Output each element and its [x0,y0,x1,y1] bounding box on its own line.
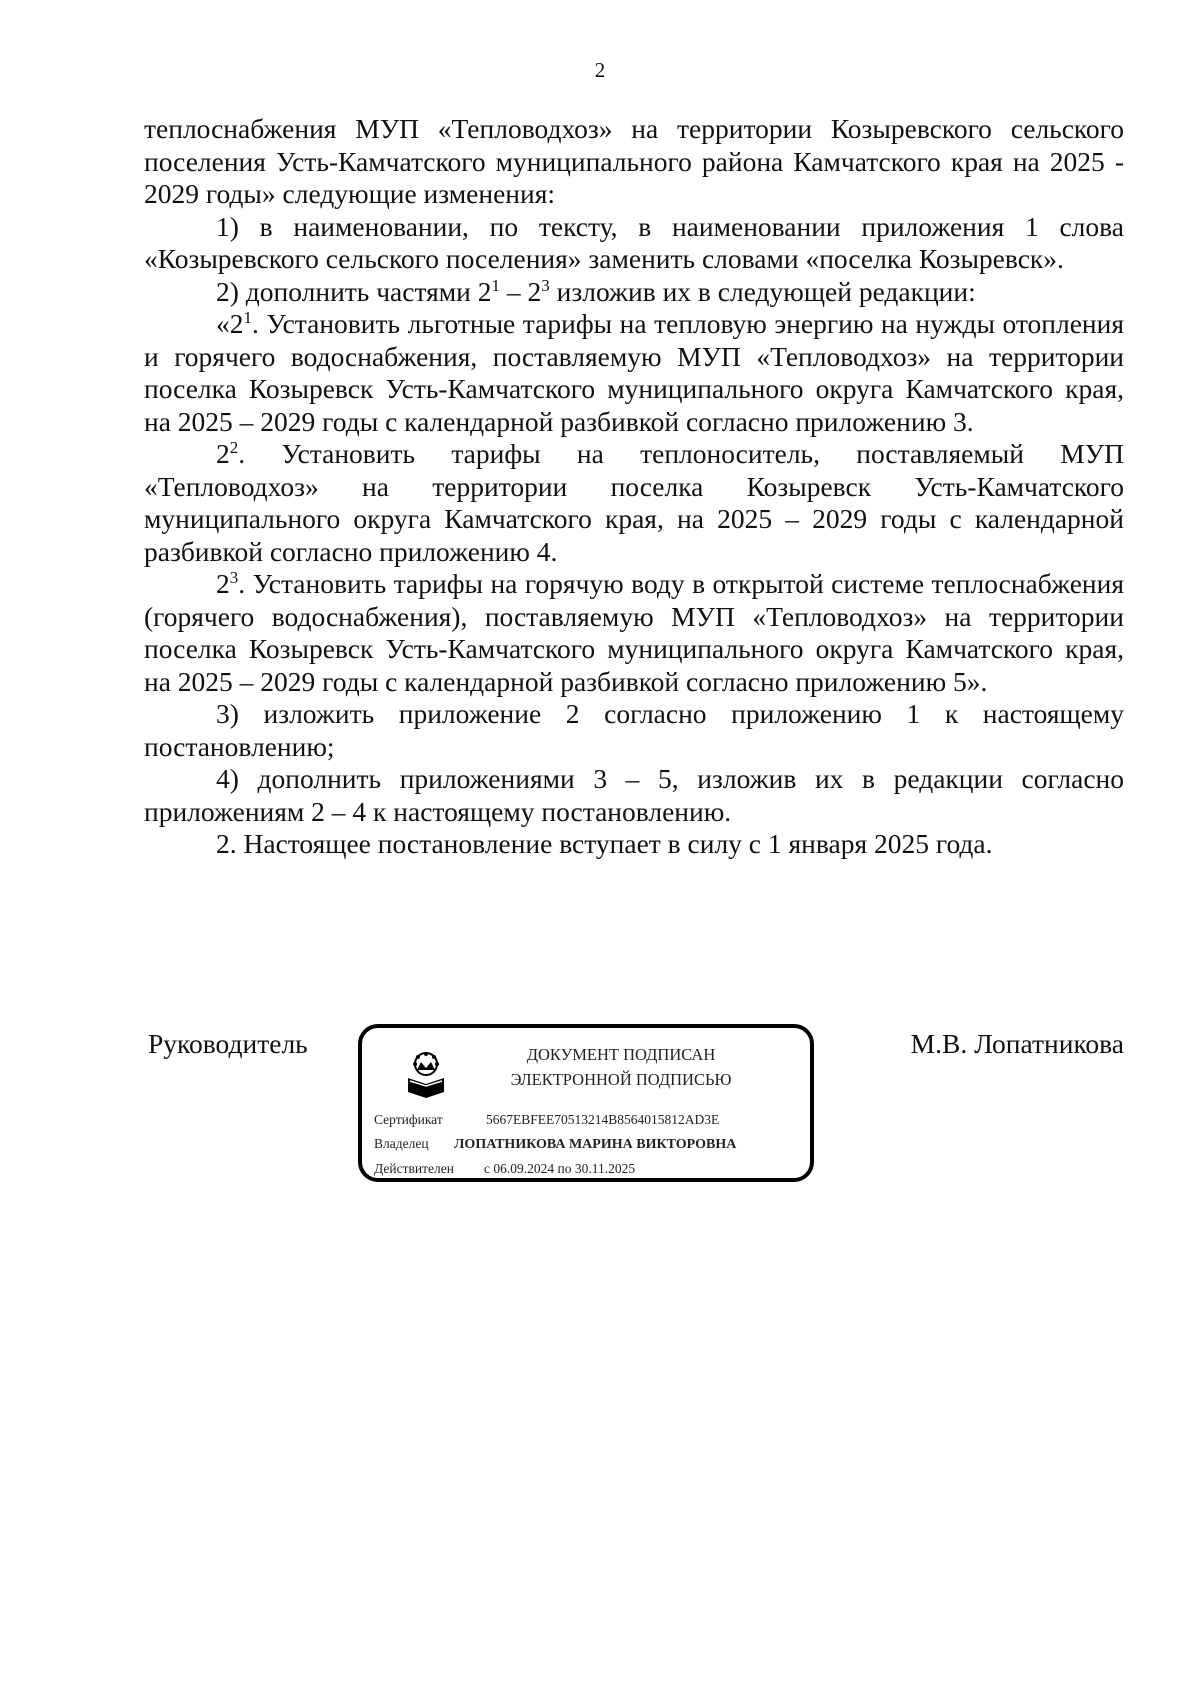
text-segment: 2 [216,438,230,469]
certificate-value: 5667EBFEE70513214B8564015812AD3E [486,1112,720,1127]
owner-label: Владелец [374,1136,429,1151]
signatory-name: М.В. Лопатникова [910,1028,1124,1059]
paragraph-item-3: 3) изложить приложение 2 согласно приложению 1 к настоящему постановлению; [144,698,1124,762]
superscript: 2 [229,437,239,457]
validity-row [374,1157,736,1181]
stamp-heading-line-1: ДОКУМЕНТ ПОДПИСАН [526,1045,716,1064]
superscript: 3 [541,275,550,295]
validity-label: Действителен [374,1161,454,1176]
paragraph-part-2-3 [144,568,1124,698]
e-signature-stamp [358,1024,814,1182]
paragraph-part-2-1 [144,308,1124,438]
signatory-title: Руководитель [148,1028,308,1059]
text-segment: – 2 [500,275,542,307]
superscript: 1 [243,307,252,327]
text-segment: «2 [216,308,244,339]
text-segment: изложив их в следующей редакции: [549,275,976,307]
superscript: 1 [491,275,501,295]
owner-row [374,1132,736,1157]
stamp-details [374,1108,736,1181]
text-segment: 2 [216,568,230,599]
text-segment: . Установить тарифы на теплоноситель, поставляемый МУП «Тепловодхоз» на территории поселка Козыревск Усть-Камчатского муниципального округа Камчатского края, на 2025 – 2029 годы с календарной разбивкой согласно приложению 4. [144,438,1124,567]
certificate-row [374,1108,736,1132]
superscript: 3 [229,567,239,587]
certificate-label: Сертификат [374,1112,443,1127]
page-number: 2 [594,58,606,82]
paragraph-item-1: 1) в наименовании, по тексту, в наименовании приложения 1 слова «Козыревского сельского поселения» заменить словами «поселка Козыревск». [144,210,1124,274]
stamp-heading-line-2: ЭЛЕКТРОННОЙ ПОДПИСЬЮ [510,1070,732,1089]
text-segment: . Установить льготные тарифы на тепловую энергию на нужды отопления и горячего водоснабжения, поставляемую МУП «Тепловодхоз» на территории поселка Козыревск Усть-Камчатского муниципального округа Камчатского края, на 2025 – 2029 годы с календарной разбивкой согласно приложению 3. [144,308,1124,437]
document-body [144,113,1124,861]
paragraph-item-2 [144,276,1124,309]
stamp-heading [362,1042,810,1092]
owner-value: ЛОПАТНИКОВА МАРИНА ВИКТОРОВНА [454,1137,737,1152]
validity-value: с 06.09.2024 по 30.11.2025 [484,1161,636,1176]
text-segment: 2) дополнить частями 2 [216,275,492,307]
paragraph-item-4: 4) дополнить приложениями 3 – 5, изложив их в редакции согласно приложениям 2 – 4 к настоящему постановлению. [144,763,1124,827]
text-segment: . Установить тарифы на горячую воду в открытой системе теплоснабжения (горячего водоснабжения), поставляемую МУП «Тепловодхоз» на территории поселка Козыревск Усть-Камчатского муниципального округа Камчатского края, на 2025 – 2029 годы с календарной разбивкой согласно приложению 5». [144,568,1124,697]
paragraph-part-2-2 [144,438,1124,568]
paragraph-intro: теплоснабжения МУП «Тепловодхоз» на территории Козыревского сельского поселения Усть-Камчатского муниципального района Камчатского края на 2025 - 2029 годы» следующие изменения: [144,113,1124,209]
paragraph-effective-date: 2. Настоящее постановление вступает в силу с 1 января 2025 года. [216,828,993,859]
